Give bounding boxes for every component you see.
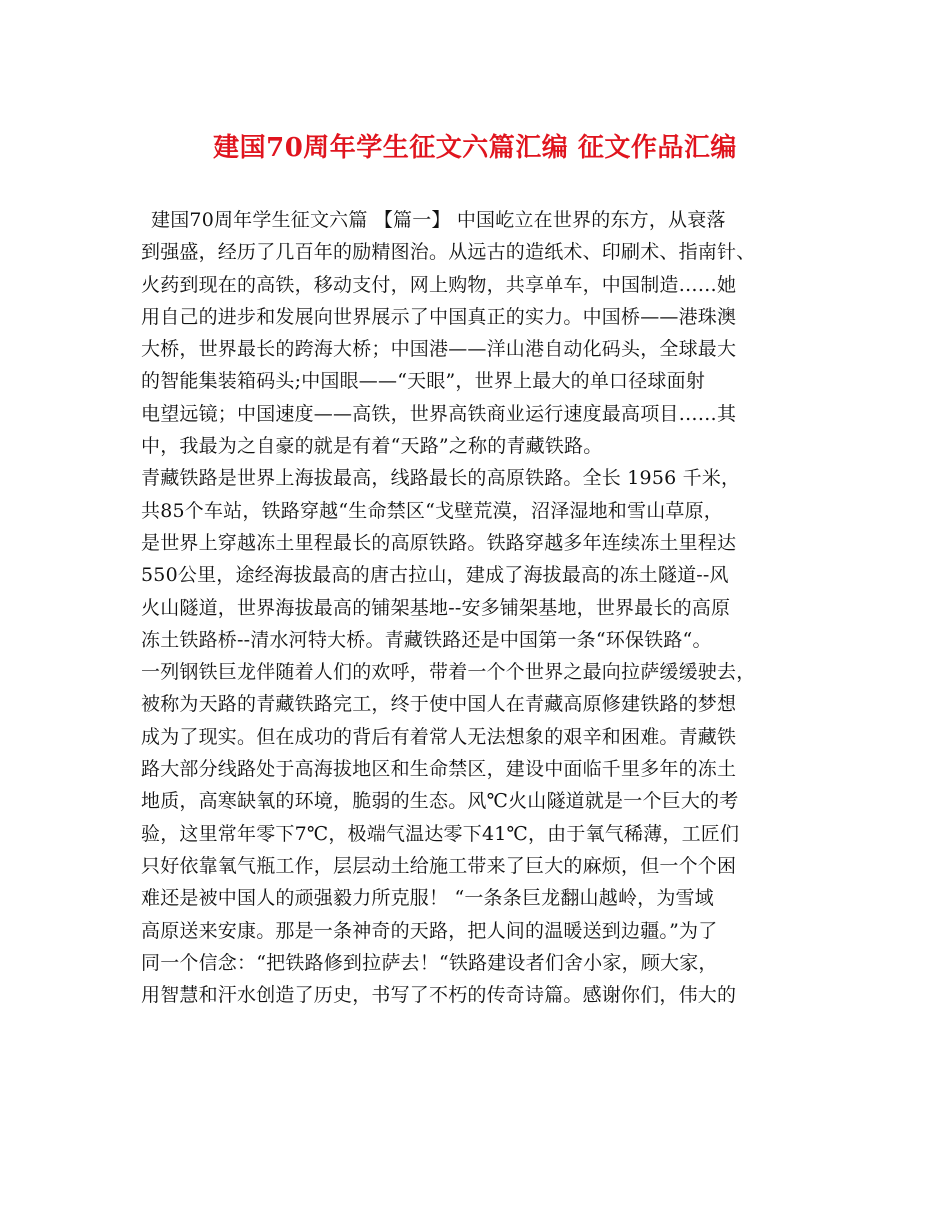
text-line: 难还是被中国人的顽强毅力所克服！ “一条条巨龙翻山越岭，为雪域 bbox=[141, 887, 714, 910]
text-line: 用自己的进步和发展向世界展示了中国真正的实力。中国桥——港珠澳 bbox=[141, 305, 737, 328]
document-title: 建国70周年学生征文六篇汇编 征文作品汇编 bbox=[213, 133, 737, 163]
text-line: 550公里，途经海拔最高的唐古拉山，建成了海拔最高的冻土隧道--风 bbox=[141, 564, 729, 587]
text-line: 高原送来安康。那是一条神奇的天路，把人间的温暖送到边疆。”为了 bbox=[141, 919, 718, 942]
text-line: 建国70周年学生征文六篇 【篇一】 中国屹立在世界的东方，从衰落 bbox=[151, 209, 726, 231]
text-line: 用智慧和汗水创造了历史，书写了不朽的传奇诗篇。感谢你们，伟大的 bbox=[141, 984, 737, 1007]
text-line: 冻土铁路桥--清水河特大桥。青藏铁路还是中国第一条“环保铁路“。 bbox=[141, 628, 712, 651]
text-line: 到强盛，经历了几百年的励精图治。从远古的造纸术、印刷术、指南针、 bbox=[141, 241, 756, 264]
text-line: 验，这里常年零下7℃，极端气温达零下41℃，由于氧气稀薄，工匠们 bbox=[141, 822, 740, 845]
text-line: 地质，高寒缺氧的环境，脆弱的生态。风℃火山隧道就是一个巨大的考 bbox=[141, 790, 739, 813]
text-line: 只好依靠氧气瓶工作，层层动土给施工带来了巨大的麻烦，但一个个困 bbox=[141, 854, 737, 877]
text-line: 一列钢铁巨龙伴随着人们的欢呼，带着一个个世界之最向拉萨缓缓驶去， bbox=[141, 661, 756, 684]
text-line: 同一个信念：“把铁路修到拉萨去！“铁路建设者们舍小家，顾大家， bbox=[141, 951, 718, 974]
text-line: 火山隧道，世界海拔最高的铺架基地--安多铺架基地，世界最长的高原 bbox=[141, 596, 731, 619]
text-line: 中，我最为之自豪的就是有着“天路”之称的青藏铁路。 bbox=[141, 435, 603, 458]
text-line: 被称为天路的青藏铁路完工，终于使中国人在青藏高原修建铁路的梦想 bbox=[141, 693, 737, 716]
text-line: 青藏铁路是世界上海拔最高，线路最长的高原铁路。全长 1956 千米， bbox=[141, 467, 741, 490]
text-line: 电望远镜；中国速度——高铁，世界高铁商业运行速度最高项目……其 bbox=[141, 402, 737, 425]
text-line: 大桥，世界最长的跨海大桥；中国港——洋山港自动化码头，全球最大 bbox=[141, 338, 737, 361]
text-line: 是世界上穿越冻土里程最长的高原铁路。铁路穿越多年连续冻土里程达 bbox=[141, 531, 737, 554]
text-line: 共85个车站，铁路穿越“生命禁区“戈壁荒漠，沼泽湿地和雪山草原， bbox=[141, 499, 724, 522]
document-body bbox=[141, 204, 831, 1011]
text-line: 火药到现在的高铁，移动支付，网上购物，共享单车，中国制造……她 bbox=[141, 273, 737, 296]
text-line: 成为了现实。但在成功的背后有着常人无法想象的艰辛和困难。青藏铁 bbox=[141, 725, 737, 748]
text-line: 路大部分线路处于高海拔地区和生命禁区，建设中面临千里多年的冻土 bbox=[141, 758, 737, 781]
text-line: 的智能集装箱码头;中国眼——“天眼”，世界上最大的单口径球面射 bbox=[141, 370, 706, 393]
